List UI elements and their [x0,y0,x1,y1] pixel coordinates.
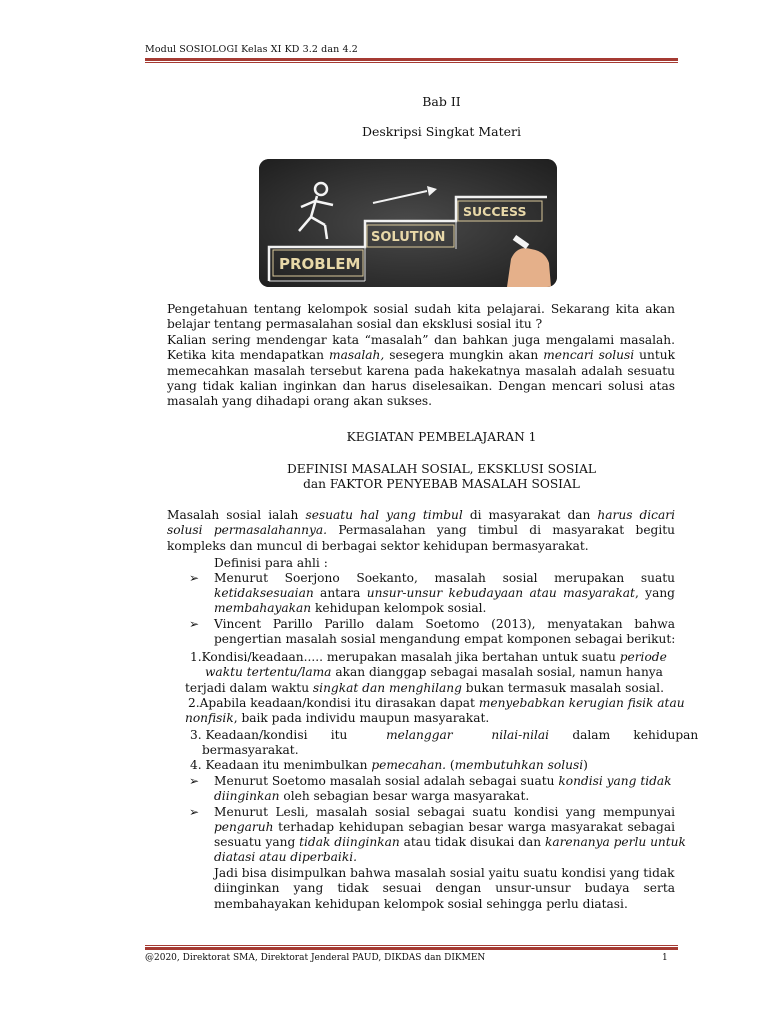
bullet-arrow-icon: ➢ [189,774,200,788]
numbered-1-line-2 [205,665,663,680]
n4-c: ( [446,758,455,772]
numbered-1-line-1 [190,650,667,665]
solution-label: SOLUTION [371,230,446,245]
intro-text-2b: masalah, [329,348,385,363]
n3-l1c [453,728,492,742]
n2-l2b: , baik pada individu maupun masyarakat. [233,711,490,725]
bullet-arrow-icon: ➢ [189,571,200,585]
numbered-2-line-1 [188,696,685,711]
header-rule-thin [145,62,678,63]
intro-paragraph-2 [167,333,675,409]
def-text-e: Permasalahan yang timbul di masyarakat begitu kompleks dan muncul di berbagai sektor kehidupan bermasyarakat. [167,523,675,553]
b4-l3d: karenanya perlu untuk [544,835,686,849]
intro-paragraph-1 [167,302,675,333]
n4-a: 4. Keadaan itu menimbulkan [190,758,372,772]
success-label: SUCCESS [463,204,527,219]
n3-l1a: 3. Keadaan/kondisi itu [190,728,387,742]
b3-l1a: Menurut Soetomo masalah sosial adalah sebagai suatu [214,774,559,788]
footer-copyright: @2020, Direktorat SMA, Direktorat Jenderal PAUD, DIKDAS dan DIKMEN [145,953,486,963]
b4-l2a: pengaruh [214,820,274,834]
b4-l3a: sesuatu yang [214,835,300,849]
footer-rule [145,947,678,950]
module-header: Modul SOSIOLOGI Kelas XI KD 3.2 dan 4.2 [145,44,358,55]
bullet-4-line-1: Menurut Lesli, masalah sosial sebagai suatu kondisi yang mempunyai [214,805,675,819]
stairs-illustration [259,159,557,287]
n4-e: ) [583,758,588,772]
n4-b: pemecahan. [371,758,447,772]
definition-paragraph [167,508,675,554]
b3-l1b: kondisi yang tidak [558,774,672,788]
b1-l2c: unsur-unsur kebudayaan atau masyarakat [366,586,635,600]
n3-l1d: nilai-nilai [491,728,550,742]
n2-l2a: nonfisik [185,711,234,725]
b4-l3c: atau tidak disukai dan [399,835,545,849]
n3-l1b: melanggar [386,728,453,742]
bullet-3-line-1 [214,774,672,789]
chapter-title: Bab II [422,94,461,109]
bullet-2-line-1: Vincent Parillo Parillo dalam Soetomo (2013), menyatakan bahwa [214,617,675,631]
n2-l1b: menyebabkan kerugian fisik atau [478,696,685,710]
conclusion-line-3: membahayakan kehidupan kelompok sosial sehingga perlu diatasi. [214,897,628,911]
bullet-4-line-2 [214,820,675,835]
kegiatan-heading: KEGIATAN PEMBELAJARAN 1 [346,430,537,444]
problem-label: PROBLEM [279,255,361,273]
numbered-1-line-3 [185,681,664,696]
n4-d: membutuhkan solusi [454,758,584,772]
section-title: Deskripsi Singkat Materi [361,124,522,139]
para-ahli-label: Definisi para ahli : [214,556,328,570]
n2-l1a: 2.Apabila keadaan/kondisi itu dirasakan dapat [188,696,479,710]
b4-l4: diatasi atau diperbaiki. [214,850,357,864]
b1-l2a: ketidaksesuaian [214,586,314,600]
n1-l2b: akan dianggap sebagai masalah sosial, namun hanya [331,665,663,679]
conclusion-line-1: Jadi bisa disimpulkan bahwa masalah sosial yaitu suatu kondisi yang tidak [214,866,675,880]
b3-l2a: diinginkan [214,789,280,803]
b4-l2b: terhadap kehidupan sebagian besar warga masyarakat sebagai [273,820,675,834]
intro-text-2a: Kalian sering mendengar kata “masalah” dan bahkan juga mengalami masalah. Ketika kita mendapatkan [167,333,675,363]
n1-l3a: terjadi dalam waktu [185,681,313,695]
numbered-4-line [190,758,588,773]
bullet-4-line-3 [214,835,686,850]
b3-l2b: oleh sebagian besar warga masyarakat. [279,789,530,803]
numbered-2-line-2 [185,711,489,726]
n1-l3c: bukan termasuk masalah sosial. [461,681,664,695]
intro-text-1: Pengetahuan tentang kelompok sosial sudah kita pelajarai. Sekarang kita akan belajar tentang permasalahan sosial dan eksklusi sosial itu ? [167,302,675,332]
bullet-1-line-3 [214,601,486,616]
conclusion-line-2: diinginkan yang tidak sesuai dengan unsur-unsur budaya serta [214,881,675,895]
subtitle-2: dan FAKTOR PENYEBAB MASALAH SOSIAL [303,477,580,491]
page-number: 1 [662,953,668,963]
n1-l1b: periode [619,650,667,664]
problem-solution-success-illustration [259,159,557,287]
bullet-3-line-2 [214,789,529,804]
n1-l1a: 1.Kondisi/keadaan..... merupakan masalah jika bertahan untuk suatu [190,650,620,664]
header-rule [145,58,678,61]
intro-text-2e: untuk memecahkan masalah tersebut karena pada hakekatnya masalah adalah sesuatu yang tidak kalian inginkan dan harus diselesaikan. Dengan mencari solusi atas masalah yang dihadapi orang akan sukses. [167,348,675,409]
b4-l3b: tidak diinginkan [299,835,400,849]
bullet-arrow-icon: ➢ [189,805,200,819]
n3-l1e: dalam kehidupan [549,728,699,742]
b1-l2d: , yang [634,586,675,600]
bullet-1-line-2 [214,586,675,601]
def-text-d: harus dicari solusi permasalahannya. [167,508,675,538]
subtitle-1: DEFINISI MASALAH SOSIAL, EKSKLUSI SOSIAL [286,462,597,476]
numbered-3-line-1 [190,728,698,743]
intro-text-2c: sesegera mungkin akan [384,348,544,363]
b1-l2b: antara [313,586,367,600]
numbered-3-line-2: bermasyarakat. [202,743,299,757]
bullet-arrow-icon: ➢ [189,617,200,631]
def-text-a: Masalah sosial ialah [167,508,306,522]
b1-l3a: membahayakan [214,601,312,615]
bullet-1-line-1: Menurut Soerjono Soekanto, masalah sosial merupakan suatu [214,571,675,585]
def-text-c: di masyarakat dan [462,508,598,522]
b1-l3b: kehidupan kelompok sosial. [311,601,487,615]
bullet-2-line-2: pengertian masalah sosial mengandung empat komponen sebagai berikut: [214,632,676,646]
footer-rule-thin [145,945,678,946]
n1-l2a: waktu tertentu/lama [205,665,332,679]
def-text-b: sesuatu hal yang timbul [305,508,463,522]
intro-text-2d: mencari solusi [543,348,635,363]
bullet-4-line-4 [214,850,357,865]
n1-l3b: singkat dan menghilang [312,681,462,695]
